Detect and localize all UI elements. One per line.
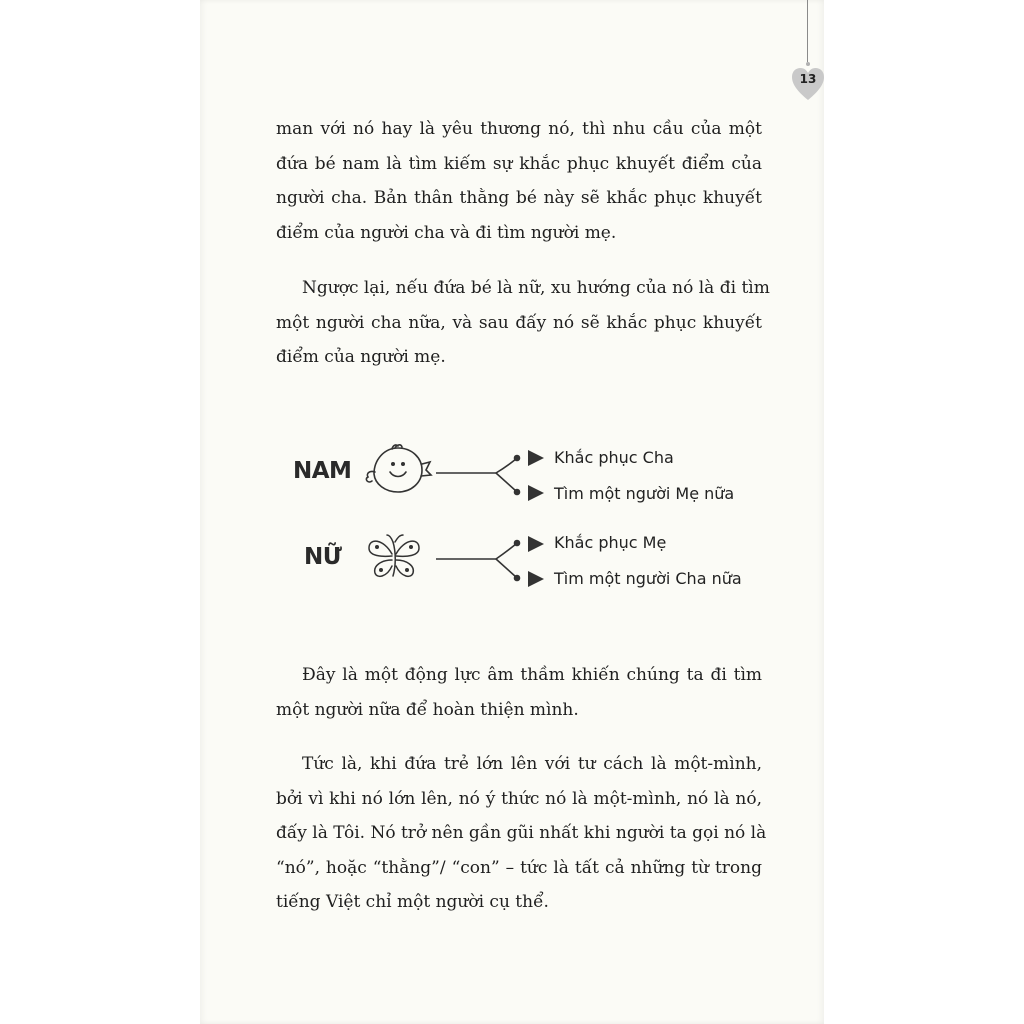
- text-line: man với nó hay là yêu thương nó, thì nhu cầu của một: [276, 119, 762, 139]
- text-line: điểm của người mẹ.: [276, 347, 446, 367]
- text-line: điểm của người cha và đi tìm người mẹ.: [276, 222, 617, 243]
- text-line: tiếng Việt chỉ một người cụ thể.: [276, 892, 549, 912]
- text-line: bởi vì khi nó lớn lên, nó ý thức nó là một-mình, nó là nó,: [276, 788, 762, 809]
- nam-label: NAM: [293, 458, 352, 484]
- text-line: một người cha nữa, và sau đấy nó sẽ khắc phục khuyết: [276, 312, 762, 333]
- text-line: người cha. Bản thân thằng bé này sẽ khắc phục khuyết: [276, 188, 762, 208]
- text-line: một người nữa để hoàn thiện mình.: [276, 699, 579, 720]
- hanging-line: [807, 0, 808, 62]
- text-line: Đây là một động lực âm thầm khiến chúng ta đi tìm: [302, 665, 762, 685]
- paragraph-4: [276, 747, 767, 920]
- nam-branch-1: Khắc phục Cha: [554, 448, 674, 467]
- diagram: [290, 432, 770, 602]
- chick-face-icon: [362, 442, 434, 498]
- text-line: “nó”, hoặc “thằng”/ “con” – tức là tất cả những từ trong: [276, 857, 762, 878]
- nam-branch-2: Tìm một người Mẹ nữa: [554, 484, 735, 503]
- page-number-ornament: [791, 0, 825, 110]
- nu-branch-2: Tìm một người Cha nữa: [554, 569, 742, 588]
- nu-label: NỮ: [304, 544, 342, 570]
- paragraph-3: [276, 658, 762, 727]
- page-number: 13: [799, 72, 817, 86]
- text-line: đứa bé nam là tìm kiếm sự khắc phục khuyết điểm của: [276, 153, 762, 174]
- paragraph-2: [276, 271, 770, 375]
- paragraph-1: [276, 112, 762, 250]
- text-line: đấy là Tôi. Nó trở nên gần gũi nhất khi người ta gọi nó là: [276, 823, 767, 843]
- nu-branch-1: Khắc phục Mẹ: [554, 533, 667, 552]
- butterfly-icon: [363, 532, 427, 584]
- text-line: Ngược lại, nếu đứa bé là nữ, xu hướng của nó là đi tìm: [302, 278, 770, 298]
- text-line: Tức là, khi đứa trẻ lớn lên với tư cách là một-mình,: [302, 754, 762, 774]
